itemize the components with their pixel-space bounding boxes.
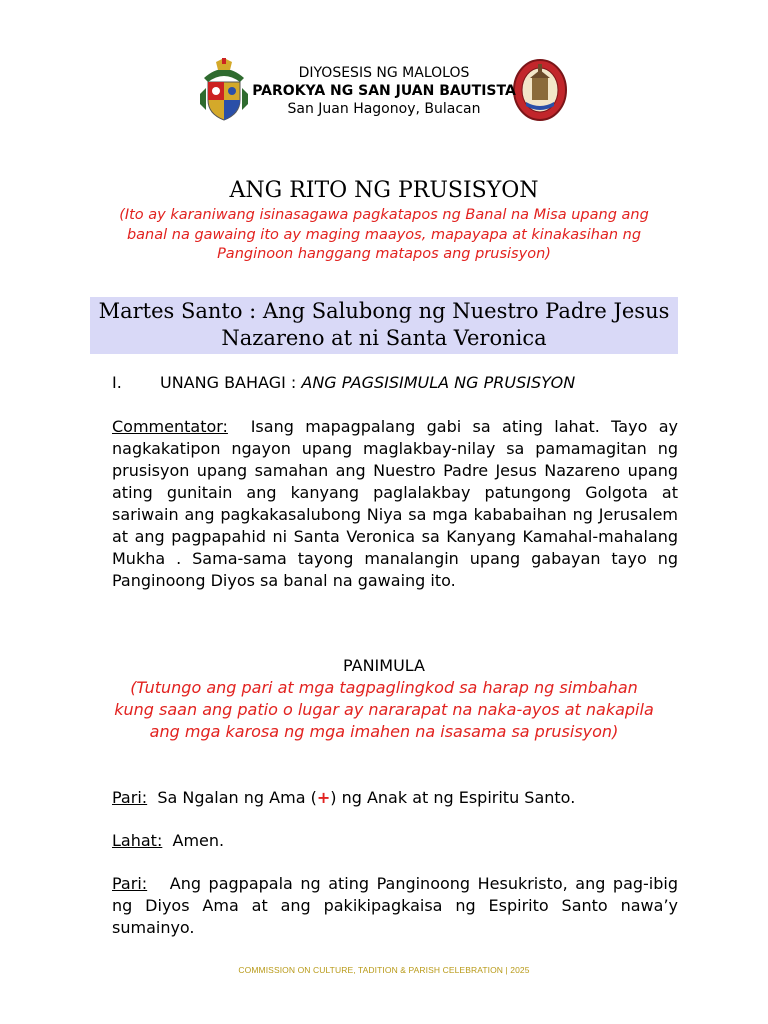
document-title: ANG RITO NG PRUSISYON <box>229 178 539 203</box>
section-name: ANG PAGSISIMULA NG PRUSISYON <box>301 373 576 392</box>
panimula-rubric: (Tutungo ang pari at mga tagpaglingkod sa harap ng simbahan kung saan ang patio o lugar ay nararapat na naka-ayos at nakapila ang mga karosa ng mga imahen na isasama sa prusisyon) <box>114 678 654 741</box>
dialogue-text: ) ng Anak at ng Espiritu Santo. <box>330 788 576 807</box>
parish-location: San Juan Hagonoy, Bulacan <box>287 101 481 117</box>
section-heading <box>112 372 575 394</box>
commentator-label: Commentator: <box>112 417 228 436</box>
speaker-label: Lahat: <box>112 831 163 850</box>
commentator-paragraph <box>112 416 678 592</box>
section-banner-title: Martes Santo : Ang Salubong ng Nuestro Padre Jesus Nazareno at ni Santa Veronica <box>98 299 670 350</box>
dialogue-text: Ang pagpapala ng ating Panginoong Hesukristo, ang pag-ibig ng Diyos Ama at ang pakikipagkaisa ng Espirito Santo nawa’y sumainyo. <box>112 874 679 937</box>
dialogue-line <box>112 830 678 852</box>
sign-of-cross-icon: + <box>316 788 331 807</box>
parish-name: PAROKYA NG SAN JUAN BAUTISTA <box>252 83 516 99</box>
panimula-heading: PANIMULA <box>343 656 425 675</box>
commentator-text: Isang mapagpalang gabi sa ating lahat. Tayo ay nagkakatipon ngayon upang maglakbay-nilay sa pamamagitan ng prusisyon upang samahan ang Nuestro Padre Jesus Nazareno upang ating gunitain ang kanyang paglalakbay patungong Golgota at sariwain ang pagkakasalubong Niya sa mga kababaihan ng Jerusalem at ang pagpapahid ni Santa Veronica sa Kanyang Kamahal-mahalang Mukha . Sama-sama tayong manalangin upang gabayan tayo ng Panginoong Diyos sa banal na gawaing ito. <box>112 417 679 590</box>
speaker-label: Pari: <box>112 874 148 893</box>
diocese-name: DIYOSESIS NG MALOLOS <box>298 65 470 81</box>
section-prefix: UNANG BAHAGI : <box>160 373 302 392</box>
page-footer: COMMISSION ON CULTURE, TADITION & PARISH CELEBRATION | 2025 <box>238 965 530 975</box>
speaker-label: Pari: <box>112 788 148 807</box>
dialogue-text: Sa Ngalan ng Ama ( <box>157 788 317 807</box>
section-number: I. <box>112 373 122 392</box>
document-subtitle: (Ito ay karaniwang isinasagawa pagkatapos ng Banal na Misa upang ang banal na gawaing ito ay maging maayos, mapayapa at kinakasihan ng Panginoon hanggang matapos ang prusisyon) <box>119 207 649 262</box>
dialogue-line <box>112 787 678 809</box>
dialogue-text: Amen. <box>172 831 225 850</box>
dialogue-line <box>112 873 678 939</box>
